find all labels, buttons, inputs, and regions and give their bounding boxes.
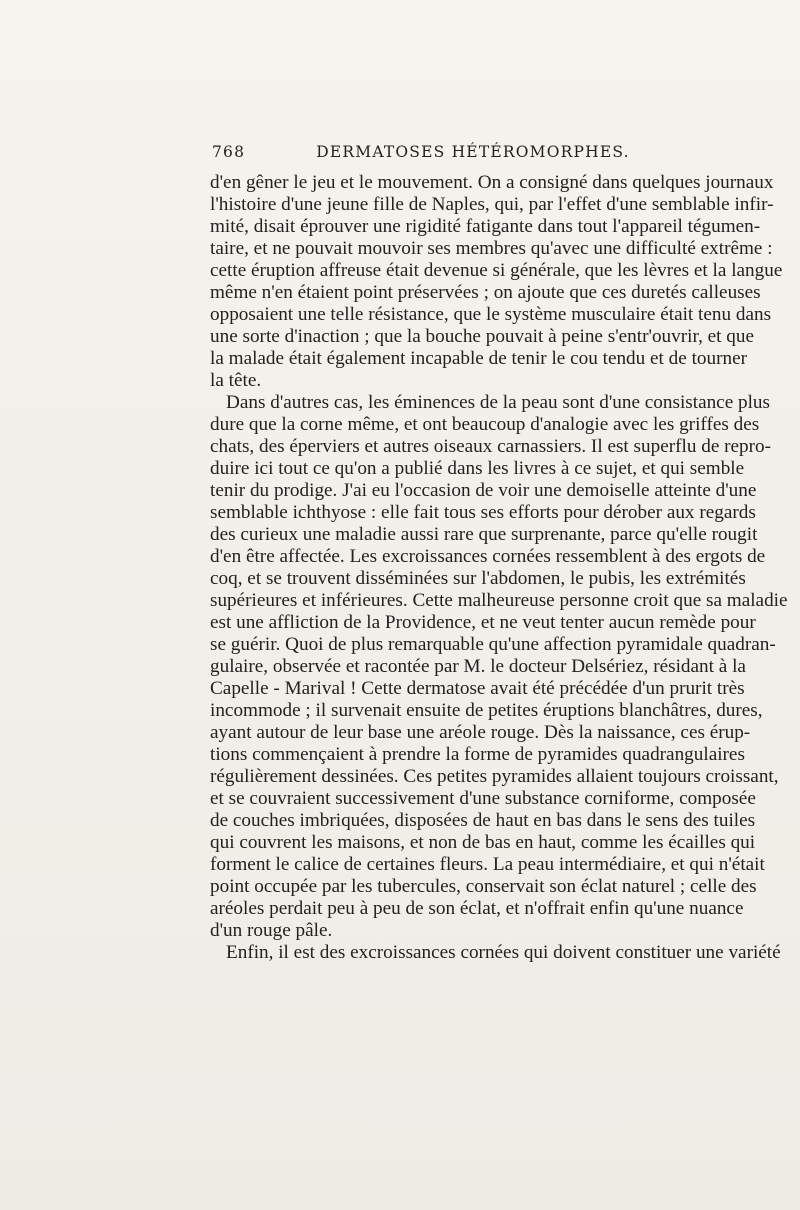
text-line: tions commençaient à prendre la forme de pyramides quadrangulaires: [210, 744, 745, 765]
text-line: cette éruption affreuse était devenue si générale, que les lèvres et la langue: [210, 260, 783, 281]
paragraph-end-line: d'un rouge pâle.: [210, 920, 333, 941]
text-line: même n'en étaient point préservées ; on ajoute que ces duretés calleuses: [210, 282, 761, 303]
text-line: d'en gêner le jeu et le mouvement. On a consigné dans quelques journaux: [210, 172, 774, 193]
text-line: régulièrement dessinées. Ces petites pyramides allaient toujours croissant,: [210, 766, 779, 787]
text-line: de couches imbriquées, disposées de haut en bas dans le sens des tuiles: [210, 810, 756, 831]
text-line: aréoles perdait peu à peu de son éclat, et n'offrait enfin qu'une nuance: [210, 898, 744, 919]
text-line: gulaire, observée et racontée par M. le docteur Delsériez, résidant à la: [210, 656, 746, 677]
text-line: opposaient une telle résistance, que le système musculaire était tenu dans: [210, 304, 772, 325]
text-line: tenir du prodige. J'ai eu l'occasion de voir une demoiselle atteinte d'une: [210, 480, 757, 501]
text-line: et se couvraient successivement d'une substance corniforme, composée: [210, 788, 756, 809]
text-line: l'histoire d'une jeune fille de Naples, qui, par l'effet d'une semblable infir-: [210, 194, 774, 215]
text-line: la malade était également incapable de tenir le cou tendu et de tourner: [210, 348, 747, 369]
running-title: DERMATOSES HÉTÉROMORPHES.: [316, 143, 630, 161]
text-line: coq, et se trouvent disséminées sur l'abdomen, le pubis, les extrémités: [210, 568, 746, 589]
text-line: des curieux une maladie aussi rare que surprenante, parce qu'elle rougit: [210, 524, 758, 545]
text-line: semblable ichthyose : elle fait tous ses efforts pour dérober aux regards: [210, 502, 756, 523]
text-line: se guérir. Quoi de plus remarquable qu'une affection pyramidale quadran-: [210, 634, 776, 655]
text-line: taire, et ne pouvait mouvoir ses membres qu'avec une difficulté extrême :: [210, 238, 773, 259]
text-line: est une affliction de la Providence, et ne veut tenter aucun remède pour: [210, 612, 756, 633]
text-line: forment le calice de certaines fleurs. La peau intermédiaire, et qui n'était: [210, 854, 765, 875]
text-line: ayant autour de leur base une aréole rouge. Dès la naissance, ces érup-: [210, 722, 751, 743]
text-line: une sorte d'inaction ; que la bouche pouvait à peine s'entr'ouvrir, et que: [210, 326, 755, 347]
text-line: supérieures et inférieures. Cette malheureuse personne croit que sa maladie: [210, 590, 788, 611]
paragraph-start-line: Dans d'autres cas, les éminences de la peau sont d'une consistance plus: [226, 392, 770, 413]
text-line: point occupée par les tubercules, conservait son éclat naturel ; celle des: [210, 876, 757, 897]
text-line: d'en être affectée. Les excroissances cornées ressemblent à des ergots de: [210, 546, 766, 567]
text-line: qui couvrent les maisons, et non de bas en haut, comme les écailles qui: [210, 832, 756, 853]
running-head: [210, 143, 736, 165]
text-line: dure que la corne même, et ont beaucoup d'analogie avec les griffes des: [210, 414, 760, 435]
text-line: incommode ; il survenait ensuite de petites éruptions blanchâtres, dures,: [210, 700, 763, 721]
paragraph-end-line: la tête.: [210, 370, 262, 391]
text-line: chats, des éperviers et autres oiseaux carnassiers. Il est superflu de repro-: [210, 436, 772, 457]
body-text: [210, 172, 788, 964]
page-number: 768: [212, 143, 246, 161]
text-line: duire ici tout ce qu'on a publié dans les livres à ce sujet, et qui semble: [210, 458, 745, 479]
paragraph-start-line: Enfin, il est des excroissances cornées qui doivent constituer une variété: [226, 942, 781, 963]
text-line: Capelle - Marival ! Cette dermatose avait été précédée d'un prurit très: [210, 678, 745, 699]
text-line: mité, disait éprouver une rigidité fatigante dans tout l'appareil tégumen-: [210, 216, 761, 237]
